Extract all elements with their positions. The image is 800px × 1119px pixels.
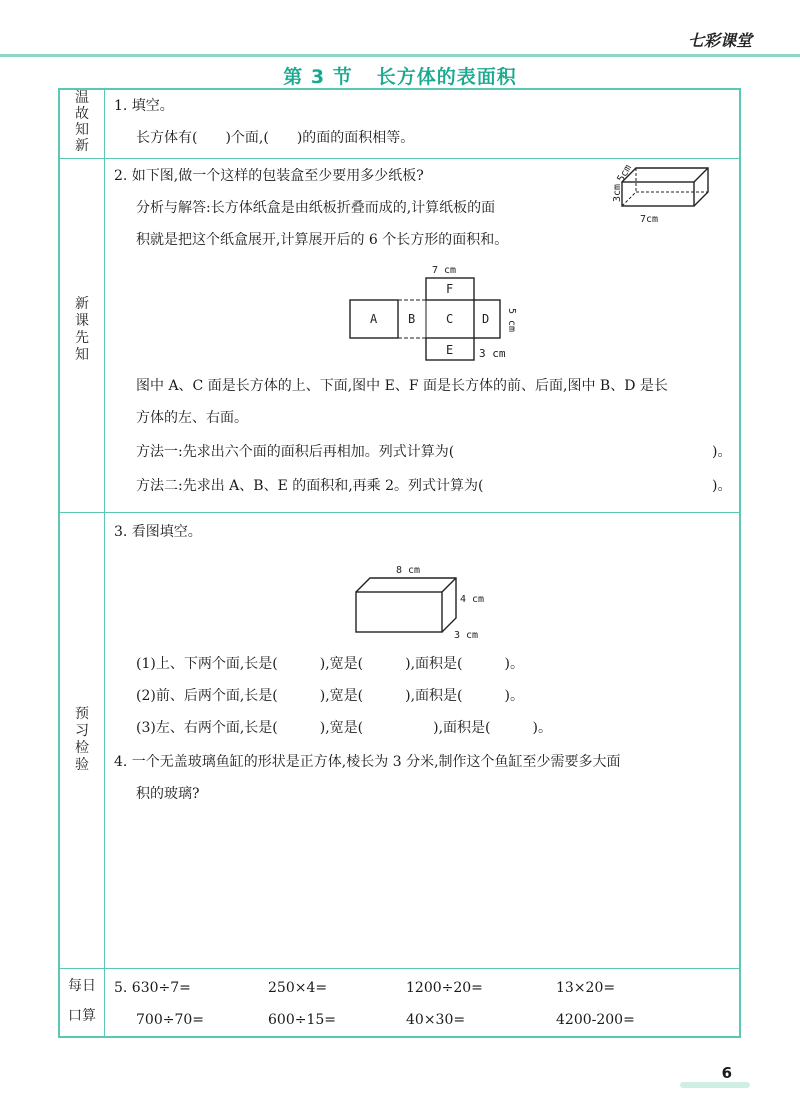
q5-item: 40×30= <box>406 1012 466 1028</box>
worksheet-table <box>58 88 741 1038</box>
q2-box-length: 7cm <box>640 214 659 225</box>
net-label-d: D <box>482 312 490 326</box>
label-daily <box>60 974 104 1026</box>
label-daily-line1: 每日 <box>68 978 96 994</box>
net-dimension-top: 7 cm <box>432 265 457 276</box>
section-title: 长方体的表面积 <box>376 66 517 88</box>
q3-line1: (1)上、下两个面,长是( ),宽是( ),面积是( )。 <box>136 656 524 672</box>
row-divider <box>60 968 739 969</box>
q2-analysis-line2: 积就是把这个纸盒展开,计算展开后的 6 个长方形的面积和。 <box>136 232 509 248</box>
q3-box-height: 4 cm <box>460 594 485 605</box>
label-preview-text: 新课先知 <box>75 296 89 363</box>
q2-box-figure <box>600 156 710 236</box>
q3-title: 3. 看图填空。 <box>114 524 202 540</box>
page-number: 6 <box>721 1064 732 1082</box>
q1-fill-line: 长方体有( )个面,( )的面的面积相等。 <box>136 130 415 146</box>
net-label-e: E <box>446 343 454 357</box>
q3-line2: (2)前、后两个面,长是( ),宽是( ),面积是( )。 <box>136 688 524 704</box>
q5-item: 4200-200= <box>556 1012 635 1028</box>
net-label-f: F <box>446 282 454 296</box>
q2-description-line2: 方体的左、右面。 <box>136 410 248 426</box>
q5-item: 13×20= <box>556 980 616 996</box>
q5-item: 600÷15= <box>268 1012 336 1028</box>
label-check-text: 预习检验 <box>75 706 89 773</box>
net-label-c: C <box>446 312 454 326</box>
q2-method1-close: )。 <box>712 444 732 460</box>
brand-logo: 七彩课堂 <box>687 31 752 50</box>
q3-box-figure <box>350 562 500 642</box>
label-preview <box>60 296 104 364</box>
q1-title: 1. 填空。 <box>114 98 174 114</box>
q2-description-line1: 图中 A、C 面是长方体的上、下面,图中 E、F 面是长方体的前、后面,图中 B、D 是长 <box>136 378 668 394</box>
section-number: 第 3 节 <box>283 66 353 88</box>
q3-box-length: 8 cm <box>396 565 421 576</box>
q2-title: 2. 如下图,做一个这样的包装盒至少要用多少纸板? <box>114 168 424 184</box>
q4-line2: 积的玻璃? <box>136 786 200 802</box>
q2-method2: 方法二:先求出 A、B、E 的面积和,再乘 2。列式计算为( <box>136 478 484 494</box>
label-review-text: 温故知新 <box>75 90 89 154</box>
q3-line3: (3)左、右两个面,长是( ),宽是( ),面积是( )。 <box>136 720 552 736</box>
label-check <box>60 706 104 774</box>
page-number-bar <box>680 1082 750 1088</box>
label-review <box>60 90 104 154</box>
q5-item: 250×4= <box>268 980 328 996</box>
q2-method2-close: )。 <box>712 478 732 494</box>
net-dimension-bottom: 3 cm <box>479 347 506 360</box>
header-divider <box>0 54 800 57</box>
label-column-divider <box>104 90 105 1036</box>
q5-item: 700÷70= <box>136 1012 204 1028</box>
net-dimension-side: 5 cm <box>506 308 517 333</box>
q2-method1: 方法一:先求出六个面的面积后再相加。列式计算为( <box>136 444 455 460</box>
net-label-b: B <box>408 312 416 326</box>
page-title <box>0 62 800 89</box>
row-divider <box>60 512 739 513</box>
label-daily-line2: 口算 <box>68 1008 96 1024</box>
q2-analysis-line1: 分析与解答:长方体纸盒是由纸板折叠而成的,计算纸板的面 <box>136 200 496 216</box>
q4-line1: 4. 一个无盖玻璃鱼缸的形状是正方体,棱长为 3 分米,制作这个鱼缸至少需要多大面 <box>114 754 621 770</box>
q2-box-height: 3cm <box>612 183 623 202</box>
q5-item: 1200÷20= <box>406 980 483 996</box>
net-label-a: A <box>370 312 378 326</box>
q5-item: 5. 630÷7= <box>114 980 191 996</box>
q2-box-width: 5cm <box>615 163 635 185</box>
q3-box-width: 3 cm <box>454 630 479 641</box>
